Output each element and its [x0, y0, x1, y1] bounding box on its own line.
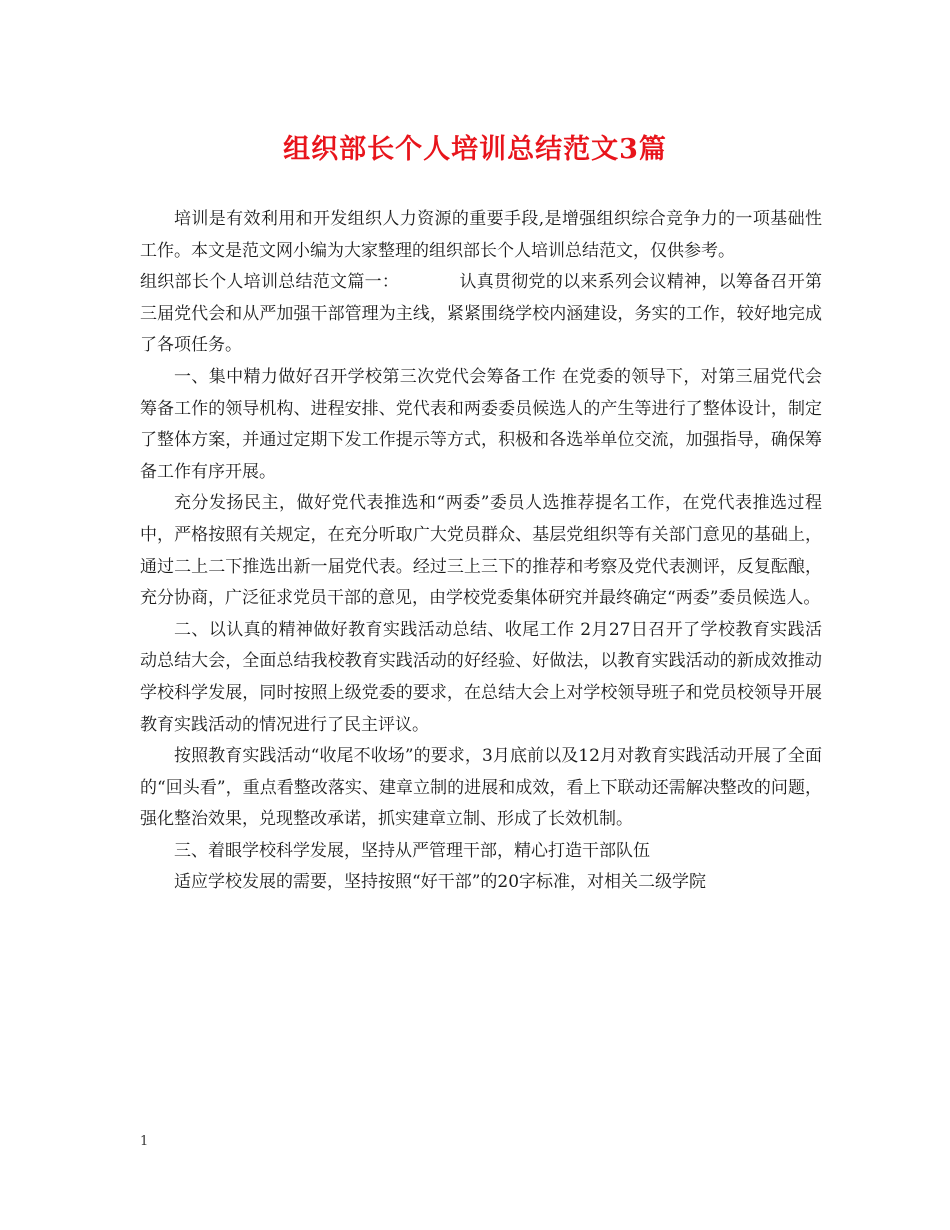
section-heading: 组织部长个人培训总结范文篇一： [140, 272, 400, 293]
body-paragraph: 充分发扬民主，做好党代表推选和“两委”委员人选推荐提名工作，在党代表推选过程中，严格按照有关规定，在充分听取广大党员群众、基层党组织等有关部门意见的基础上，通过二上二下推选出新一届党代表。经过三上三下的推荐和考察及党代表测评，反复酝酿，充分协商，广泛征求党员干部的意见，由学校党委集体研究并最终确定“两委”委员候选人。 [140, 493, 822, 609]
body-paragraph: 按照教育实践活动“收尾不收场”的要求，3月底前以及12月对教育实践活动开展了全面的“回头看”，重点看整改落实、建章立制的进展和成效，看上下联动还需解决整改的问题，强化整治效果，兑现整改承诺，抓实建章立制、形成了长效机制。 [140, 746, 822, 830]
body-paragraph: 适应学校发展的需要，坚持按照“好干部”的20字标准，对相关二级学院 [174, 872, 707, 893]
document-title: 组织部长个人培训总结范文3篇 [283, 134, 667, 165]
page-number: 1 [140, 1134, 149, 1149]
document-body [140, 204, 822, 899]
section-one-text: 认真贯彻党的以来系列会议精神，以筹备召开第三届党代会和从严加强干部管理为主线，紧紧围绕学校内涵建设，务实的工作，较好地完成了各项任务。 [140, 272, 823, 356]
body-paragraph: 二、以认真的精神做好教育实践活动总结、收尾工作 2月27日召开了学校教育实践活动总结大会，全面总结我校教育实践活动的好经验、好做法，以教育实践活动的新成效推动学校科学发展，同时按照上级党委的要求，在总结大会上对学校领导班子和党员校领导开展教育实践活动的情况进行了民主评议。 [140, 619, 822, 735]
body-subheading: 三、着眼学校科学发展，坚持从严管理干部，精心打造干部队伍 [174, 840, 650, 861]
body-paragraph: 一、集中精力做好召开学校第三次党代会筹备工作 在党委的领导下，对第三届党代会筹备工作的领导机构、进程安排、党代表和两委委员候选人的产生等进行了整体设计，制定了整体方案，并通过定期下发工作提示等方式，积极和各选举单位交流，加强指导，确保筹备工作有序开展。 [140, 366, 822, 482]
intro-paragraph: 培训是有效利用和开发组织人力资源的重要手段,是增强组织综合竞争力的一项基础性工作。本文是范文网小编为大家整理的组织部长个人培训总结范文，仅供参考。 [140, 209, 822, 261]
section-one-paragraph [140, 267, 822, 362]
